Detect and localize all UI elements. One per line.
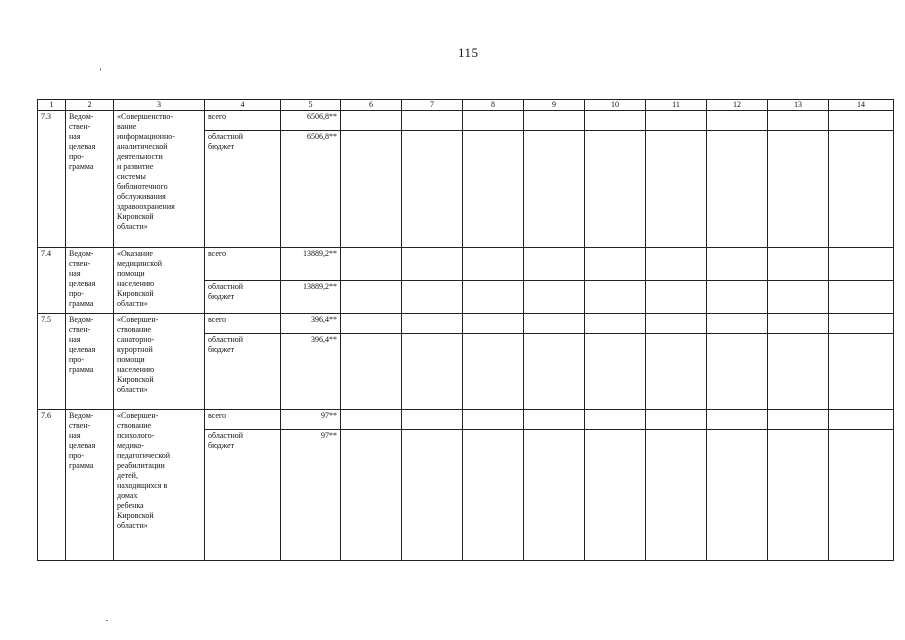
empty-cell-col10 (585, 131, 646, 248)
header-cell: 8 (463, 100, 524, 111)
table-row (38, 314, 894, 334)
table-row (38, 111, 894, 131)
empty-cell-col11 (646, 334, 707, 410)
empty-cell-col9 (524, 111, 585, 131)
empty-cell-col13 (768, 248, 829, 281)
amount-col5: 97** (281, 410, 341, 430)
empty-cell-col7 (402, 430, 463, 561)
scan-speck (100, 68, 101, 71)
empty-cell-col7 (402, 131, 463, 248)
funding-source: областной бюджет (205, 281, 281, 314)
header-row (38, 100, 894, 111)
amount-col5: 13889,2** (281, 281, 341, 314)
header-cell: 12 (707, 100, 768, 111)
empty-cell-col14 (829, 281, 894, 314)
empty-cell-col9 (524, 334, 585, 410)
amount-col5: 13889,2** (281, 248, 341, 281)
empty-cell-col6 (341, 314, 402, 334)
empty-cell-col9 (524, 410, 585, 430)
empty-cell-col11 (646, 131, 707, 248)
empty-cell-col11 (646, 111, 707, 131)
budget-table (37, 99, 894, 561)
empty-cell-col9 (524, 430, 585, 561)
empty-cell-col10 (585, 281, 646, 314)
empty-cell-col13 (768, 334, 829, 410)
funding-source: областной бюджет (205, 334, 281, 410)
empty-cell-col11 (646, 410, 707, 430)
empty-cell-col8 (463, 430, 524, 561)
program-type: Ведом- ствен- ная целевая про- грамма (66, 410, 114, 561)
empty-cell-col12 (707, 111, 768, 131)
empty-cell-col12 (707, 281, 768, 314)
empty-cell-col6 (341, 111, 402, 131)
empty-cell-col11 (646, 314, 707, 334)
program-type: Ведом- ствен- ная целевая про- грамма (66, 111, 114, 248)
empty-cell-col8 (463, 131, 524, 248)
header-cell: 1 (38, 100, 66, 111)
program-type: Ведом- ствен- ная целевая про- грамма (66, 314, 114, 410)
empty-cell-col6 (341, 410, 402, 430)
empty-cell-col6 (341, 334, 402, 410)
empty-cell-col10 (585, 430, 646, 561)
funding-source: всего (205, 111, 281, 131)
empty-cell-col6 (341, 430, 402, 561)
header-cell: 3 (114, 100, 205, 111)
empty-cell-col13 (768, 314, 829, 334)
empty-cell-col12 (707, 410, 768, 430)
empty-cell-col11 (646, 281, 707, 314)
table-row (38, 248, 894, 281)
empty-cell-col10 (585, 410, 646, 430)
empty-cell-col8 (463, 334, 524, 410)
program-name: «Совершен- ствование санаторно- курортной помощи населению Кировской области» (114, 314, 205, 410)
empty-cell-col8 (463, 248, 524, 281)
empty-cell-col14 (829, 314, 894, 334)
empty-cell-col12 (707, 334, 768, 410)
empty-cell-col13 (768, 131, 829, 248)
header-cell: 5 (281, 100, 341, 111)
funding-source: всего (205, 410, 281, 430)
empty-cell-col7 (402, 314, 463, 334)
empty-cell-col10 (585, 334, 646, 410)
empty-cell-col8 (463, 410, 524, 430)
empty-cell-col11 (646, 430, 707, 561)
empty-cell-col7 (402, 410, 463, 430)
funding-source: всего (205, 314, 281, 334)
empty-cell-col12 (707, 131, 768, 248)
scan-speck (106, 620, 108, 621)
amount-col5: 396,4** (281, 314, 341, 334)
empty-cell-col8 (463, 111, 524, 131)
empty-cell-col12 (707, 248, 768, 281)
empty-cell-col10 (585, 248, 646, 281)
empty-cell-col14 (829, 248, 894, 281)
empty-cell-col6 (341, 131, 402, 248)
empty-cell-col12 (707, 430, 768, 561)
empty-cell-col13 (768, 111, 829, 131)
header-cell: 11 (646, 100, 707, 111)
empty-cell-col9 (524, 314, 585, 334)
empty-cell-col14 (829, 410, 894, 430)
empty-cell-col8 (463, 314, 524, 334)
amount-col5: 6506,8** (281, 131, 341, 248)
header-cell: 6 (341, 100, 402, 111)
row-number: 7.4 (38, 248, 66, 314)
amount-col5: 396,4** (281, 334, 341, 410)
header-cell: 4 (205, 100, 281, 111)
empty-cell-col13 (768, 430, 829, 561)
program-type: Ведом- ствен- ная целевая про- грамма (66, 248, 114, 314)
program-name: «Оказание медицинской помощи населению Кировской области» (114, 248, 205, 314)
amount-col5: 97** (281, 430, 341, 561)
empty-cell-col14 (829, 111, 894, 131)
header-cell: 2 (66, 100, 114, 111)
empty-cell-col14 (829, 334, 894, 410)
funding-source: областной бюджет (205, 131, 281, 248)
header-cell: 10 (585, 100, 646, 111)
funding-source: всего (205, 248, 281, 281)
empty-cell-col7 (402, 111, 463, 131)
row-number: 7.3 (38, 111, 66, 248)
program-name: «Совершенство- вание информационно- аналитической деятельности и развитие системы библиотечного обслуживания здравоохранения Кировской области» (114, 111, 205, 248)
empty-cell-col10 (585, 314, 646, 334)
page-number: 115 (458, 45, 479, 60)
header-cell: 7 (402, 100, 463, 111)
header-cell: 13 (768, 100, 829, 111)
table-row (38, 410, 894, 430)
empty-cell-col14 (829, 131, 894, 248)
empty-cell-col13 (768, 281, 829, 314)
empty-cell-col13 (768, 410, 829, 430)
empty-cell-col14 (829, 430, 894, 561)
empty-cell-col6 (341, 248, 402, 281)
row-number: 7.6 (38, 410, 66, 561)
empty-cell-col10 (585, 111, 646, 131)
empty-cell-col7 (402, 281, 463, 314)
program-name: «Совершен- ствование психолого- медико- педагогической реабилитации детей, находящихся в домах ребенка Кировской области» (114, 410, 205, 561)
empty-cell-col6 (341, 281, 402, 314)
empty-cell-col9 (524, 131, 585, 248)
empty-cell-col9 (524, 248, 585, 281)
row-number: 7.5 (38, 314, 66, 410)
funding-source: областной бюджет (205, 430, 281, 561)
header-cell: 14 (829, 100, 894, 111)
amount-col5: 6506,8** (281, 111, 341, 131)
empty-cell-col12 (707, 314, 768, 334)
empty-cell-col9 (524, 281, 585, 314)
header-cell: 9 (524, 100, 585, 111)
empty-cell-col7 (402, 248, 463, 281)
empty-cell-col7 (402, 334, 463, 410)
empty-cell-col11 (646, 248, 707, 281)
empty-cell-col8 (463, 281, 524, 314)
